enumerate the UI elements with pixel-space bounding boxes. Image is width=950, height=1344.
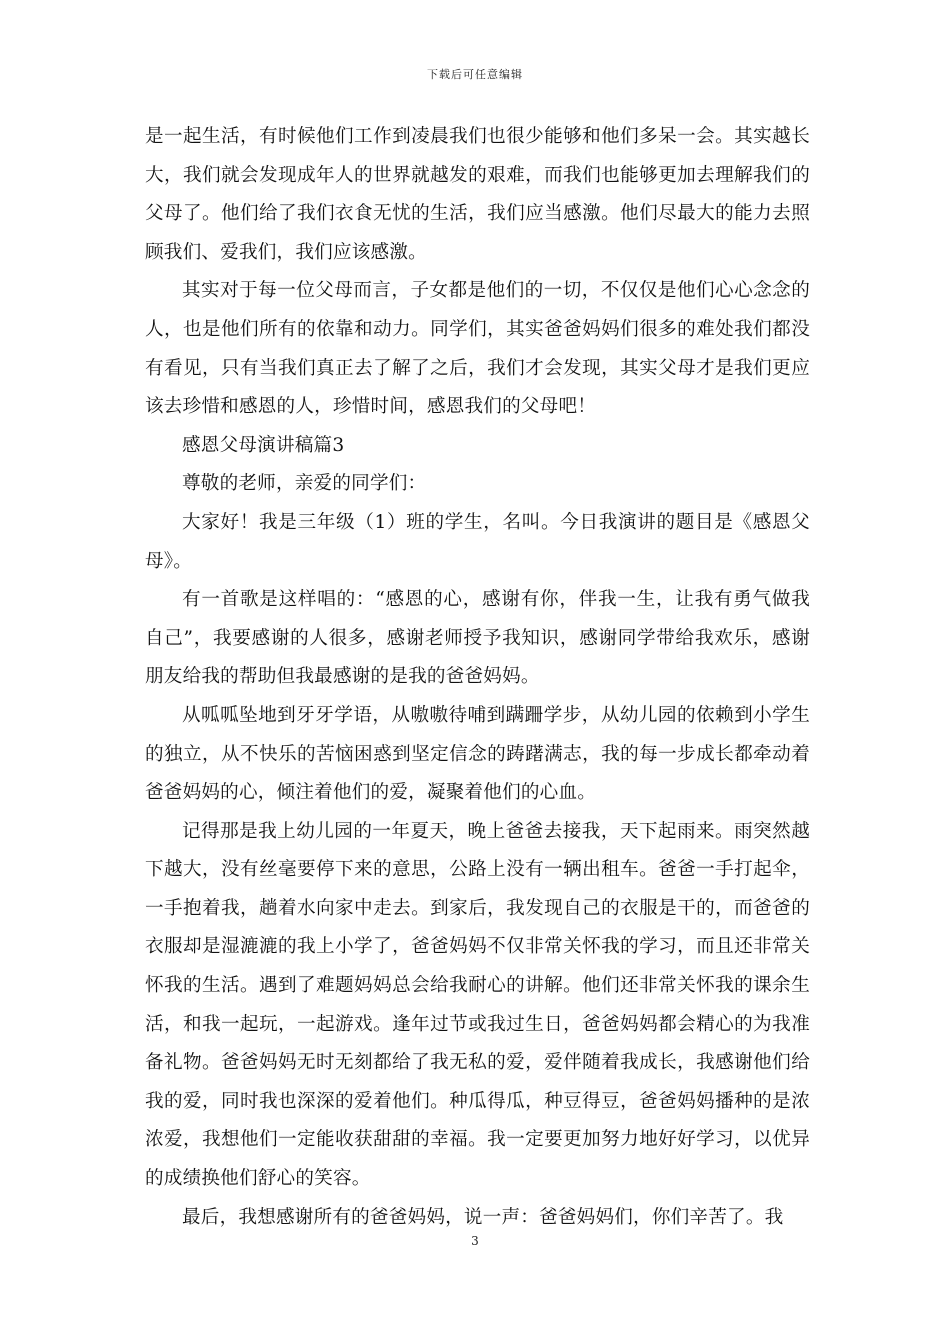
paragraph: 有一首歌是这样唱的：“感恩的心，感谢有你，伴我一生，让我有勇气做我自己”，我要感谢的人很多，感谢老师授予我知识，感谢同学带给我欢乐，感谢朋友给我的帮助但我最感谢的是我的爸爸妈妈。	[145, 589, 810, 688]
header-note: 下载后可任意编辑	[427, 68, 523, 81]
paragraph: 记得那是我上幼儿园的一年夏天，晚上爸爸去接我，天下起雨来。雨突然越下越大，没有丝毫要停下来的意思，公路上没有一辆出租车。爸爸一手打起伞，一手抱着我，趟着水向家中走去。到家后，我发现自己的衣服是干的，而爸爸的衣服却是湿漉漉的我上小学了，爸爸妈妈不仅非常关怀我的学习，而且还非常关怀我的生活。遇到了难题妈妈总会给我耐心的讲解。他们还非常关怀我的课余生活，和我一起玩，一起游戏。逢年过节或我过生日，爸爸妈妈都会精心的为我准备礼物。爸爸妈妈无时无刻都给了我无私的爱，爱伴随着我成长，我感谢他们给我的爱，同时我也深深的爱着他们。种瓜得瓜，种豆得豆，爸爸妈妈播种的是浓浓爱，我想他们一定能收获甜甜的幸福。我一定要更加努力地好好学习，以优异的成绩换他们舒心的笑容。	[145, 820, 810, 1190]
paragraph: 是一起生活，有时候他们工作到凌晨我们也很少能够和他们多呆一会。其实越长大，我们就会发现成年人的世界就越发的艰难，而我们也能够更加去理解我们的父母了。他们给了我们衣食无忧的生活，我们应当感激。他们尽最大的能力去照顾我们、爱我们，我们应该感激。	[145, 126, 810, 263]
paragraph: 大家好！我是三年级（1）班的学生，名叫。今日我演讲的题目是《感恩父母》。	[145, 511, 810, 572]
section-title: 感恩父母演讲稿篇3	[182, 434, 345, 456]
paragraph: 从呱呱坠地到牙牙学语，从嗷嗷待哺到蹒跚学步，从幼儿园的依赖到小学生的独立，从不快乐的苦恼困惑到坚定信念的踌躇满志，我的每一步成长都牵动着爸爸妈妈的心，倾注着他们的爱，凝聚着他们的心血。	[145, 704, 810, 804]
paragraph: 其实对于每一位父母而言，子女都是他们的一切，不仅仅是他们心心念念的人，也是他们所有的依靠和动力。同学们，其实爸爸妈妈们很多的难处我们都没有看见，只有当我们真正去了解了之后，我们才会发现，其实父母才是我们更应该去珍惜和感恩的人，珍惜时间，感恩我们的父母吧！	[145, 280, 810, 418]
paragraph: 最后，我想感谢所有的爸爸妈妈，说一声：爸爸妈妈们，你们辛苦了。我	[182, 1206, 784, 1228]
body-text	[145, 118, 810, 1237]
page-number: 3	[471, 1234, 479, 1248]
salutation: 尊敬的老师，亲爱的同学们：	[182, 473, 427, 495]
